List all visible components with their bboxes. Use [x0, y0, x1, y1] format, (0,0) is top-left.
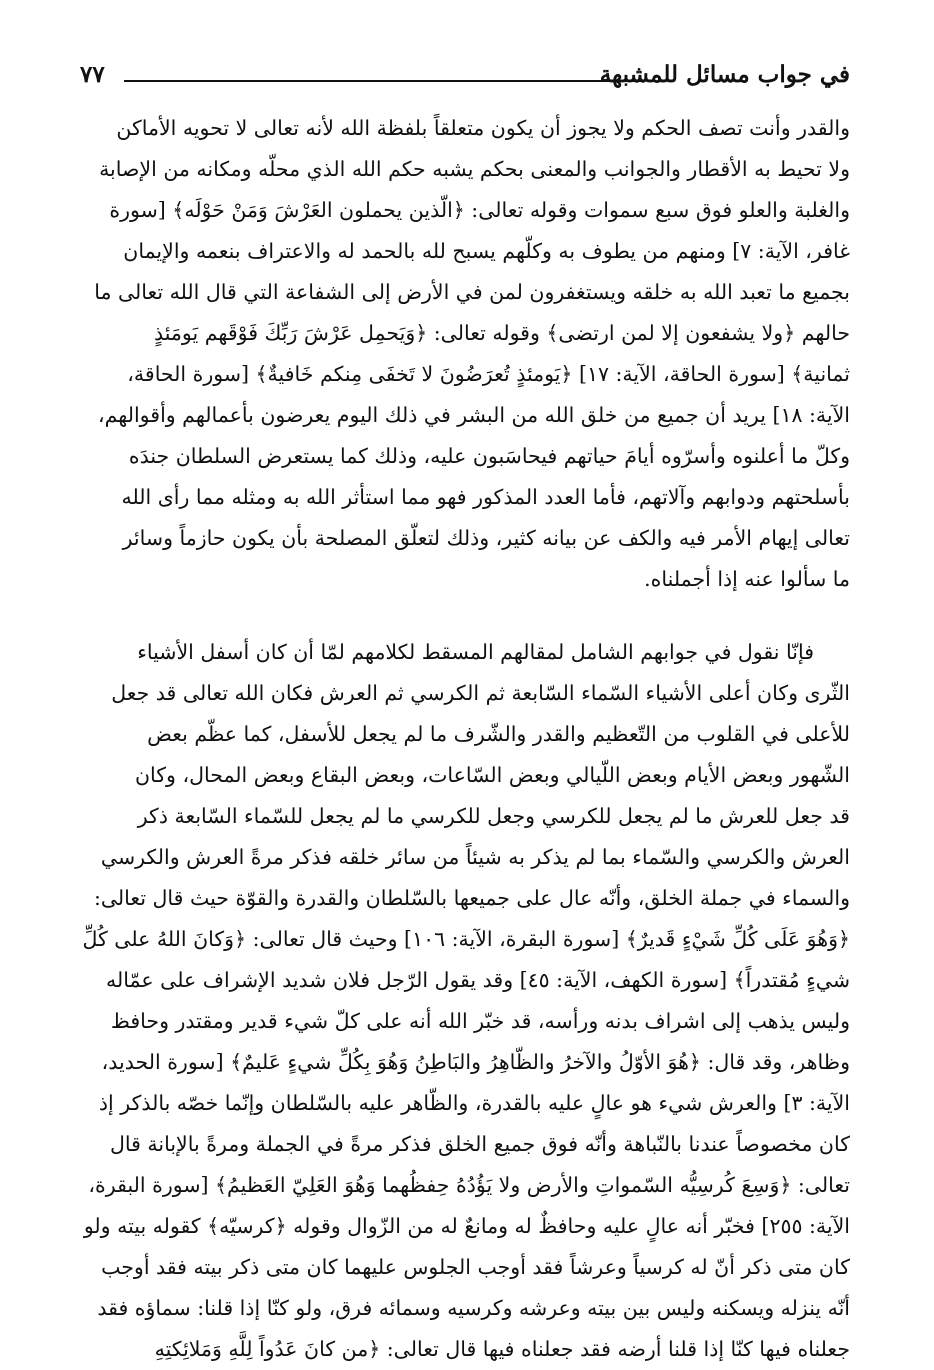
text-line: تعالى: ﴿وَسِعَ كُرسِيُّه السّمواتِ والأرض ولا يَؤُدُهُ حِفظُهما وَهُوَ العَلِيّ العَظيمُ﴾ [سورة البقرة،: [88, 1173, 850, 1197]
text-line: الشّهور وبعض الأيام وبعض اللّيالي وبعض السّاعات، وبعض البقاع وبعض المحال، وكان: [134, 763, 850, 787]
text-line: الآية: ٢٥٥] فخبّر أنه عالٍ عليه وحافظٌ له ومانعٌ له من الزّوال وقوله ﴿كرسيّه﴾ كقوله بيته ولو: [83, 1214, 850, 1238]
body-text: [80, 108, 850, 1370]
paragraph-1: [80, 108, 850, 600]
page-number: ٧٧: [80, 61, 105, 88]
text-line: وظاهر، وقد قال: ﴿هُوَ الأوّلُ والآخرُ والظّاهِرُ والبَاطِنُ وَهُوَ بِكُلِّ شيءٍ عَليمٌ﴾ [سورة الحديد،: [101, 1050, 850, 1074]
text-line: قد جعل للعرش ما لم يجعل للكرسي وجعل للكرسي ما لم يجعل للسّماء السّابعة ذكر: [137, 804, 850, 828]
text-line: شيءٍ مُقتدراً﴾ [سورة الكهف، الآية: ٤٥] وقد يقول الرّجل فلان شديد الإشراف على عمّاله: [106, 968, 850, 992]
text-line: ثمانية﴾ [سورة الحاقة، الآية: ١٧] ﴿يَومئذٍ تُعرَضُونَ لا تَخفَى مِنكم خَافيةٌ﴾ [سورة الحاقة،: [127, 362, 850, 386]
running-header: [80, 60, 850, 94]
paragraph-2: [80, 632, 850, 1370]
paragraph-spacer: [80, 600, 850, 632]
text-line: الآية: ٣] والعرش شيء هو عالٍ عليه بالقدرة، والظّاهر عليه بالسّلطان وإنّما خصّه بالذكر إذ: [98, 1091, 850, 1115]
text-line: والقدر وأنت تصف الحكم ولا يجوز أن يكون متعلقاً بلفظة الله لأنه تعالى لا تحويه الأماكن: [116, 116, 850, 140]
text-line: ما سألوا عنه إذا أجملناه.: [644, 567, 850, 591]
text-line: حالهم ﴿ولا يشفعون إلا لمن ارتضى﴾ وقوله تعالى: ﴿وَيَحمِل عَرْشَ رَبِّكَ فَوْقَهم يَومَئذٍ: [153, 321, 850, 345]
text-line: والغلبة والعلو فوق سبع سموات وقوله تعالى: ﴿الّذين يحملون العَرْشَ وَمَنْ حَوْلَه﴾ [سورة: [109, 198, 850, 222]
text-line: بجميع ما تعبد الله به خلقه ويستغفرون لمن في الأرض إلى الشفاعة التي قال الله تعالى ما: [94, 280, 850, 304]
text-line: والسماء في جملة الخلق، وأنّه عال على جميعها بالسّلطان والقدرة والقوّة حيث قال تعالى:: [93, 886, 850, 910]
text-line: الآية: ١٨] يريد أن جميع من خلق الله من البشر في ذلك اليوم يعرضون بأعمالهم وأقوالهم،: [98, 403, 850, 427]
text-line: ﴿وَهُوَ عَلَى كُلِّ شَيْءٍ قَديرٌ﴾ [سورة البقرة، الآية: ١٠٦] وحيث قال تعالى: ﴿وَكانَ اللهُ على كُلِّ: [82, 927, 850, 951]
text-line: أنّه ينزله ويسكنه وليس بين بيته وعرشه وكرسيه وسمائه فرق، ولو كنّا إذا قلنا: سماؤه فقد: [97, 1296, 850, 1320]
text-line: بأسلحتهم ودوابهم وآلاتهم، فأما العدد المذكور فهو مما استأثر الله به ومثله مما رأى الله: [121, 485, 850, 509]
text-line: كان مخصوصاً عندنا بالنّباهة وأنّه فوق جميع الخلق فذكر مرةً في الجملة ومرةً بالإبانة قال: [109, 1132, 850, 1156]
text-line: الثّرى وكان أعلى الأشياء السّماء السّابعة ثم الكرسي ثم العرش فكان الله تعالى قد جعل: [111, 681, 850, 705]
text-line: وكلّ ما أعلنوه وأسرّوه أيامَ حياتهم فيحاسَبون عليه، وذلك كما يستعرض السلطان جندَه: [128, 444, 850, 468]
text-line: جعلناه فيها كنّا إذا قلنا أرضه فقد جعلناه فيها قال تعالى: ﴿من كانَ عَدُواً لِلَّهِ وَمَلائِكتِهِ: [154, 1337, 850, 1361]
running-title: في جواب مسائل للمشبهة: [599, 61, 850, 88]
text-line: للأعلى في القلوب من التّعظيم والقدر والشّرف ما لم يجعل للأسفل، كما عظّم بعض: [147, 722, 850, 746]
text-line: غافر، الآية: ٧] ومنهم من يطوف به وكلّهم يسبح لله بالحمد له والاعتراف بنعمه والإيمان: [123, 239, 850, 263]
text-line: فإنّا نقول في جوابهم الشامل لمقالهم المسقط لكلامهم لمّا أن كان أسفل الأشياء: [137, 640, 814, 664]
text-line: كان متى ذكر أنّ له كرسياً وعرشاً فقد أوجب الجلوس عليهما كان متى ذكر بيته فقد أوجب: [101, 1255, 850, 1279]
text-line: تعالى إيهام الأمر فيه والكف عن بيانه كثير، وذلك لتعلّق المصلحة بأن يكون حازماً وسائر: [122, 526, 850, 550]
header-rule: [124, 80, 645, 82]
text-line: العرش والكرسي والسّماء بما لم يذكر به شيئاً من سائر خلقه فذكر مرةً العرش والكرسي: [100, 845, 850, 869]
text-line: وليس يذهب إلى اشراف بدنه ورأسه، قد خبّر الله أنه على كلّ شيء قدير ومقتدر وحافظ: [110, 1009, 850, 1033]
text-line: ولا تحيط به الأقطار والجوانب والمعنى بحكم يشبه حكم الله الذي محلّه ومكانه من الإصابة: [99, 157, 850, 181]
